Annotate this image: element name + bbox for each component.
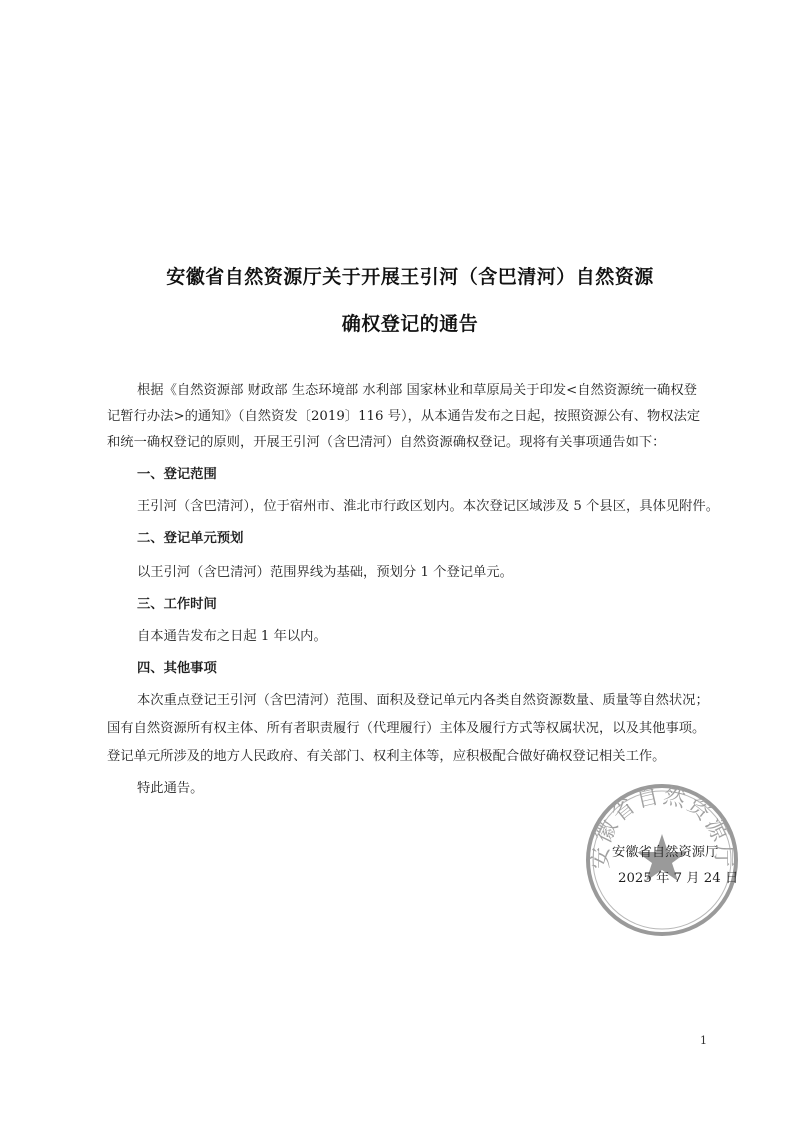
intro-paragraph-line-1: 根据《自然资源部 财政部 生态环境部 水利部 国家林业和草原局关于印发<自然资源统一确权登 — [137, 383, 697, 398]
section-text-other-line-3: 登记单元所涉及的地方人民政府、有关部门、权利主体等，应积极配合做好确权登记相关工作。 — [107, 749, 666, 764]
section-heading-other: 四、其他事项 — [137, 661, 217, 676]
section-text-other-line-2: 国有自然资源所有权主体、所有者职责履行（代理履行）主体及履行方式等权属状况，以及其他事项。 — [107, 721, 706, 736]
section-text-unit: 以王引河（含巴清河）范围界线为基础，预划分 1 个登记单元。 — [137, 565, 513, 580]
section-heading-unit: 二、登记单元预划 — [137, 531, 244, 546]
document-title-line-2: 确权登记的通告 — [341, 313, 479, 335]
section-heading-scope: 一、登记范围 — [137, 467, 217, 482]
svg-text:安徽省自然资源厅: 安徽省自然资源厅 — [588, 783, 736, 870]
signature-block — [612, 840, 738, 892]
section-text-time: 自本通告发布之日起 1 年以内。 — [137, 629, 327, 644]
section-text-other-line-1: 本次重点登记王引河（含巴清河）范围、面积及登记单元内各类自然资源数量、质量等自然状况； — [137, 693, 709, 708]
intro-paragraph-line-3: 和统一确权登记的原则，开展王引河（含巴清河）自然资源确权登记。现将有关事项通告如下： — [107, 435, 666, 450]
section-text-scope: 王引河（含巴清河），位于宿州市、淮北市行政区划内。本次登记区域涉及 5 个县区，具体见附件。 — [137, 499, 720, 514]
intro-paragraph-line-2: 记暂行办法>的通知》（自然资发〔2019〕116 号），从本通告发布之日起，按照资源公有、物权法定 — [107, 409, 701, 424]
closing-text: 特此通告。 — [137, 781, 204, 796]
section-heading-time: 三、工作时间 — [137, 597, 217, 612]
signature-date: 2025 年 7 月 24 日 — [618, 871, 739, 886]
document-title-line-1: 安徽省自然资源厅关于开展王引河（含巴清河）自然资源 — [166, 266, 654, 288]
page-number: 1 — [700, 1034, 707, 1047]
signature-issuer: 安徽省自然资源厅 — [612, 845, 719, 860]
